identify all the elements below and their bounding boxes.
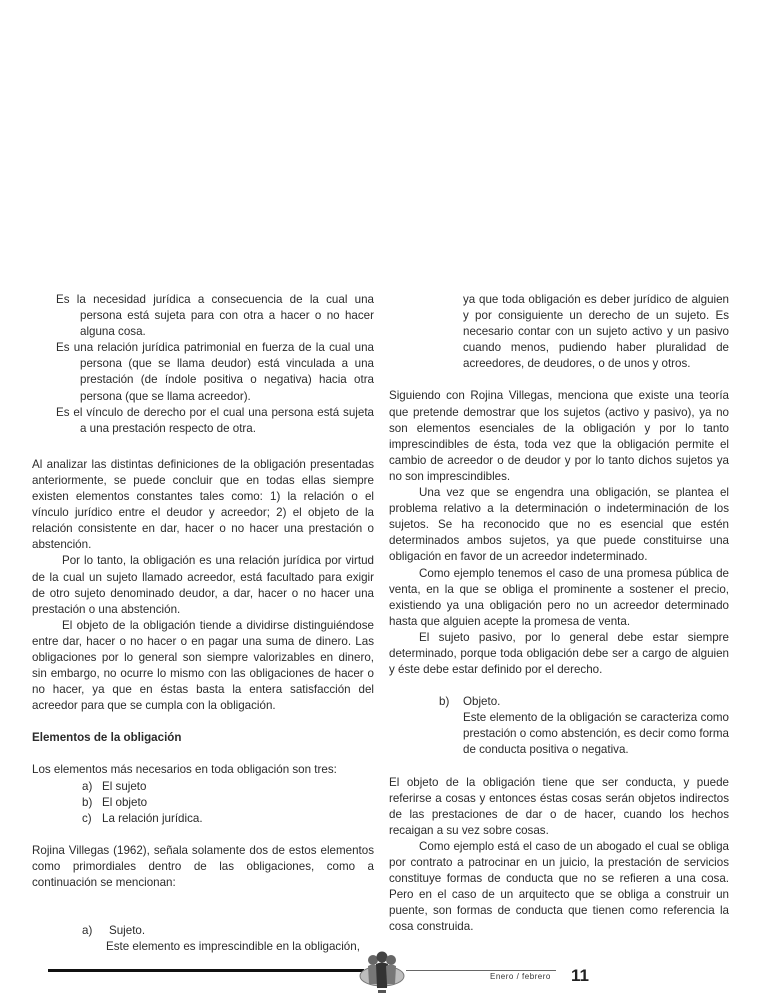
left-column xyxy=(32,292,374,955)
paragraph: Como ejemplo está el caso de un abogado el cual se obliga por contrato a patrocinar en un juicio, la prestación de servicios constituye formas de conducta que no se refieren a una cosa. Pero en el caso de un arquitecto que se obliga a construir un puente, son formas de conducta que tienen como referencia la cosa construida. xyxy=(389,839,729,934)
list-item xyxy=(82,811,374,827)
list-marker: c) xyxy=(82,811,92,825)
list-marker: b) xyxy=(82,795,93,809)
list-item-text: El sujeto xyxy=(102,779,147,793)
paragraph: Una vez que se engendra una obligación, se plantea el problema relativo a la determinación o indeterminación de los sujetos. Se ha reconocido que no es esencial que estén determinados ambos sujetos, ya que puede constituirse una obligación en favor de un acreedor indeterminado. xyxy=(389,486,729,564)
paragraph: El objeto de la obligación tiende a dividirse distinguiéndose entre dar, hacer o no hacer o en pagar una suma de dinero. Las obligaciones por lo general son siempre valorizables en dinero, sin embargo, no ocurre lo mismo con las obligaciones de hacer o no hacer, ya que en éstas basta la entera satisfacción del acreedor para que se cumpla con la obligación. xyxy=(32,618,374,713)
paragraph: Los elementos más necesarios en toda obligación son tres: xyxy=(32,763,337,777)
subsection-text: Este elemento es imprescindible en la obligación, xyxy=(106,940,360,954)
paragraph: Rojina Villegas (1962), señala solamente dos de estos elementos como primordiales dentro de las obligaciones, como a continuación se mencionan: xyxy=(32,843,374,889)
subsection-marker: b) xyxy=(439,695,450,709)
list-item xyxy=(82,779,374,795)
footer-rule-left xyxy=(48,969,364,972)
subsection-marker: a) xyxy=(82,924,93,938)
subsection-title: Sujeto. xyxy=(109,924,146,938)
subsection-subject xyxy=(82,923,374,955)
subsection-text: Este elemento de la obligación se caracteriza como prestación o como abstención, es decir como forma de conducta positiva o negativa. xyxy=(463,711,729,757)
paragraph: El sujeto pasivo, por lo general debe estar siempre determinado, porque toda obligación debe ser a cargo de alguien y éste debe estar definido por el derecho. xyxy=(389,630,729,677)
section-heading: Elementos de la obligación xyxy=(32,731,182,745)
subsection-object xyxy=(439,694,729,758)
page-number: 11 xyxy=(571,966,589,985)
paragraph: Siguiendo con Rojina Villegas, menciona que existe una teoría que pretende demostrar que los sujetos (activo y pasivo), ya no son elementos esenciales de la obligación y por lo tanto imprescindibles de ésta, toda vez que la obligación permite el cambio de acreedor o de deudor y por lo tanto dichos sujetos ya no son imprescindibles. xyxy=(389,389,729,483)
list-item-text: El objeto xyxy=(102,795,148,809)
issue-month: Enero / febrero xyxy=(490,972,551,981)
definition-2: Es una relación jurídica patrimonial en fuerza de la cual una persona (que se llama deudor) está vinculada a una prestación (de índole positiva o negativa) hacia otra persona (que se llama acreedor). xyxy=(56,341,374,403)
paragraph: Como ejemplo tenemos el caso de una promesa pública de venta, en la que se obliga el prominente a sostener el precio, existiendo ya una obligación pero no un acreedor determinado hasta que alguien acepte la promesa de venta. xyxy=(389,566,729,628)
paragraph: Al analizar las distintas definiciones de la obligación presentadas anteriormente, se puede concluir que en todas ellas siempre existen elementos constantes tales como: 1) la relación o el vínculo jurídico entre el deudor y acreedor; 2) el objeto de la relación consistente en dar, hacer o no hacer una prestación o abstención. xyxy=(32,457,374,552)
paragraph: El objeto de la obligación tiene que ser conducta, y puede referirse a cosas y entonces éstas cosas serán objetos indirectos de las prestaciones de dar o de hacer, cuando los hechos recaigan a su vez sobre cosas. xyxy=(389,775,729,837)
definition-1: Es la necesidad jurídica a consecuencia de la cual una persona está sujeta para con otra a hacer o no hacer alguna cosa. xyxy=(56,293,374,339)
list-marker: a) xyxy=(82,779,93,793)
subsection-continuation: ya que toda obligación es deber jurídico de alguien y por consiguiente un derecho de un sujeto. Es necesario contar con un sujeto activo y un pasivo cuando menos, pudiendo haber pluralidad de acreedores, de deudores, o de unos y otros. xyxy=(463,293,729,371)
right-column xyxy=(389,292,729,935)
list-item xyxy=(82,795,374,811)
paragraph: Por lo tanto, la obligación es una relación jurídica por virtud de la cual un sujeto llamado acreedor, está facultado para exigir de otro sujeto denominado deudor, a dar, hacer o no hacer una prestación o una abstención. xyxy=(32,554,374,616)
definition-3: Es el vínculo de derecho por el cual una persona está sujeta a una prestación respecto de otra. xyxy=(56,405,374,435)
figures-logo-icon xyxy=(357,950,407,996)
subsection-title: Objeto. xyxy=(463,695,501,709)
list-item-text: La relación jurídica. xyxy=(102,811,203,825)
footer-rule-right xyxy=(406,970,556,971)
